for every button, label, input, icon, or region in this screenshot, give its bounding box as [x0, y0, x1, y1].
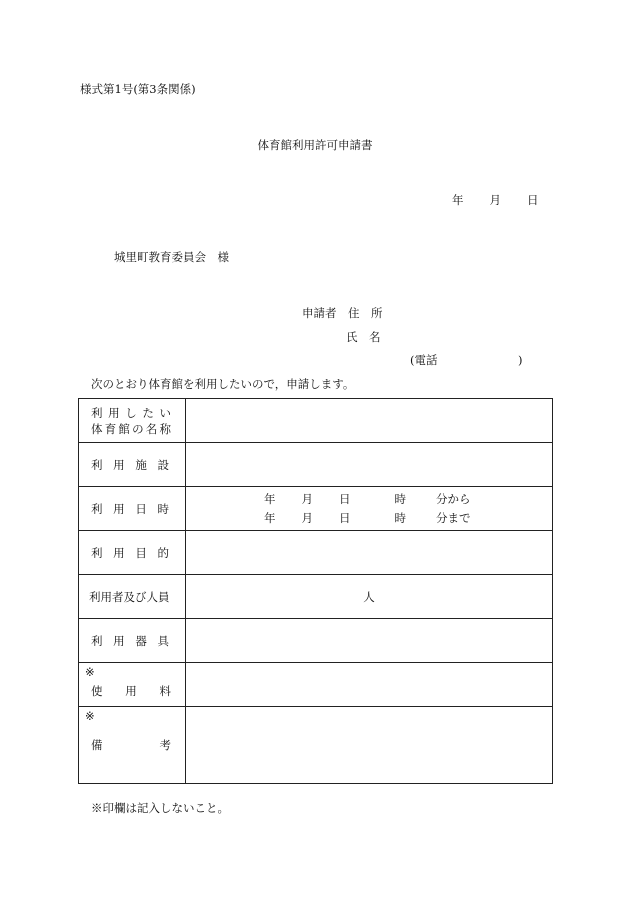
facility-name-label: [79, 399, 186, 443]
fee-mark: ※: [85, 665, 95, 679]
users-label: 利用者及び人員: [79, 575, 186, 619]
remarks-field: [186, 707, 553, 784]
purpose-label: 利 用 目 的: [79, 531, 186, 575]
intro-text: 次のとおり体育館を利用したいので，申請します。: [91, 377, 355, 391]
facility-field[interactable]: [186, 443, 553, 487]
row-remarks: [79, 707, 553, 784]
row-users: [79, 575, 553, 619]
remarks-label: ※ 備 考: [79, 707, 186, 784]
equipment-label: 利 用 器 具: [79, 619, 186, 663]
applicant-name-label: 氏 名: [346, 330, 381, 344]
equipment-field[interactable]: [186, 619, 553, 663]
form-number: 様式第1号(第3条関係): [80, 82, 196, 96]
row-facility: [79, 443, 553, 487]
date-year: 年: [452, 193, 464, 207]
applicant-address-label: 申請者 住 所: [302, 306, 383, 320]
row-equipment: [79, 619, 553, 663]
date-line: [452, 192, 539, 208]
datetime-field[interactable]: [186, 487, 553, 531]
datetime-to: 年 月 日 時 分まで: [264, 510, 471, 525]
date-day: 日: [527, 193, 539, 207]
facility-name-line1: 利 用 し た い: [91, 405, 171, 420]
users-field[interactable]: [186, 575, 553, 619]
facility-name-field[interactable]: [186, 399, 553, 443]
row-datetime: [79, 487, 553, 531]
fee-field: [186, 663, 553, 707]
date-month: 月: [489, 193, 501, 207]
row-facility-name: [79, 399, 553, 443]
users-unit: 人: [363, 589, 375, 604]
datetime-label: 利 用 日 時: [79, 487, 186, 531]
facility-name-line2: 体 育 館 の 名 称: [91, 421, 171, 436]
addressee: 城里町教育委員会 様: [114, 250, 229, 264]
document-title: 体育館利用許可申請書: [257, 138, 373, 152]
facility-label: 利 用 施 設: [79, 443, 186, 487]
purpose-field[interactable]: [186, 531, 553, 575]
row-fee: [79, 663, 553, 707]
applicant-phone-label: (電話 ): [410, 353, 523, 367]
fee-label: ※ 使 用 料: [79, 663, 186, 707]
datetime-from: 年 月 日 時 分から: [264, 491, 471, 506]
footnote: ※印欄は記入しないこと。: [91, 801, 229, 815]
row-purpose: [79, 531, 553, 575]
application-table: [78, 398, 553, 784]
remarks-mark: ※: [85, 709, 95, 723]
